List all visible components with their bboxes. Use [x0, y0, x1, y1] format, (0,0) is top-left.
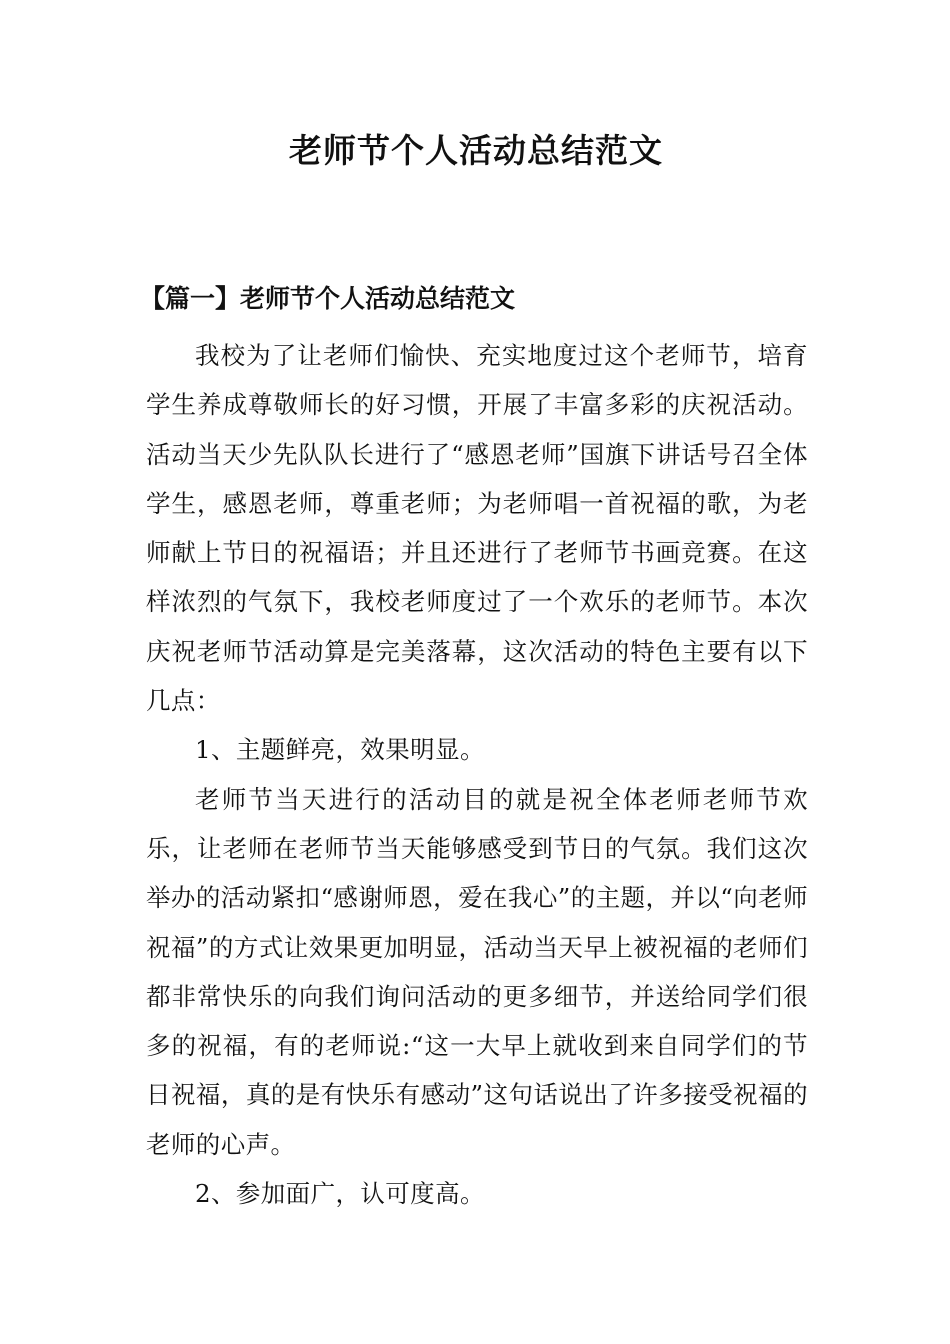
point-heading-2: 2、参加面广，认可度高。: [195, 1179, 485, 1209]
document-title: 老师节个人活动总结范文: [289, 131, 663, 170]
paragraph-point-1: 老师节当天进行的活动目的就是祝全体老师老师节欢乐，让老师在老师节当天能够感受到节日的气氛。我们这次举办的活动紧扣“感谢师恩，爱在我心”的主题，并以“向老师祝福”的方式让效果更加明显，活动当天早上被祝福的老师们都非常快乐的向我们询问活动的更多细节，并送给同学们很多的祝福，有的老师说:“这一大早上就收到来自同学们的节日祝福，真的是有快乐有感动”这句话说出了许多接受祝福的老师的心声。: [146, 784, 808, 1159]
point-heading-1: 1、主题鲜亮，效果明显。: [195, 735, 485, 765]
document-body: [146, 331, 808, 1218]
section-heading: 【篇一】老师节个人活动总结范文: [140, 284, 516, 313]
paragraph-intro: 我校为了让老师们愉快、充实地度过这个老师节，培育学生养成尊敬师长的好习惯，开展了丰富多彩的庆祝活动。活动当天少先队队长进行了“感恩老师”国旗下讲话号召全体学生，感恩老师，尊重老师；为老师唱一首祝福的歌，为老师献上节日的祝福语；并且还进行了老师节书画竞赛。在这样浓烈的气氛下，我校老师度过了一个欢乐的老师节。本次庆祝老师节活动算是完美落幕，这次活动的特色主要有以下几点：: [146, 341, 808, 716]
